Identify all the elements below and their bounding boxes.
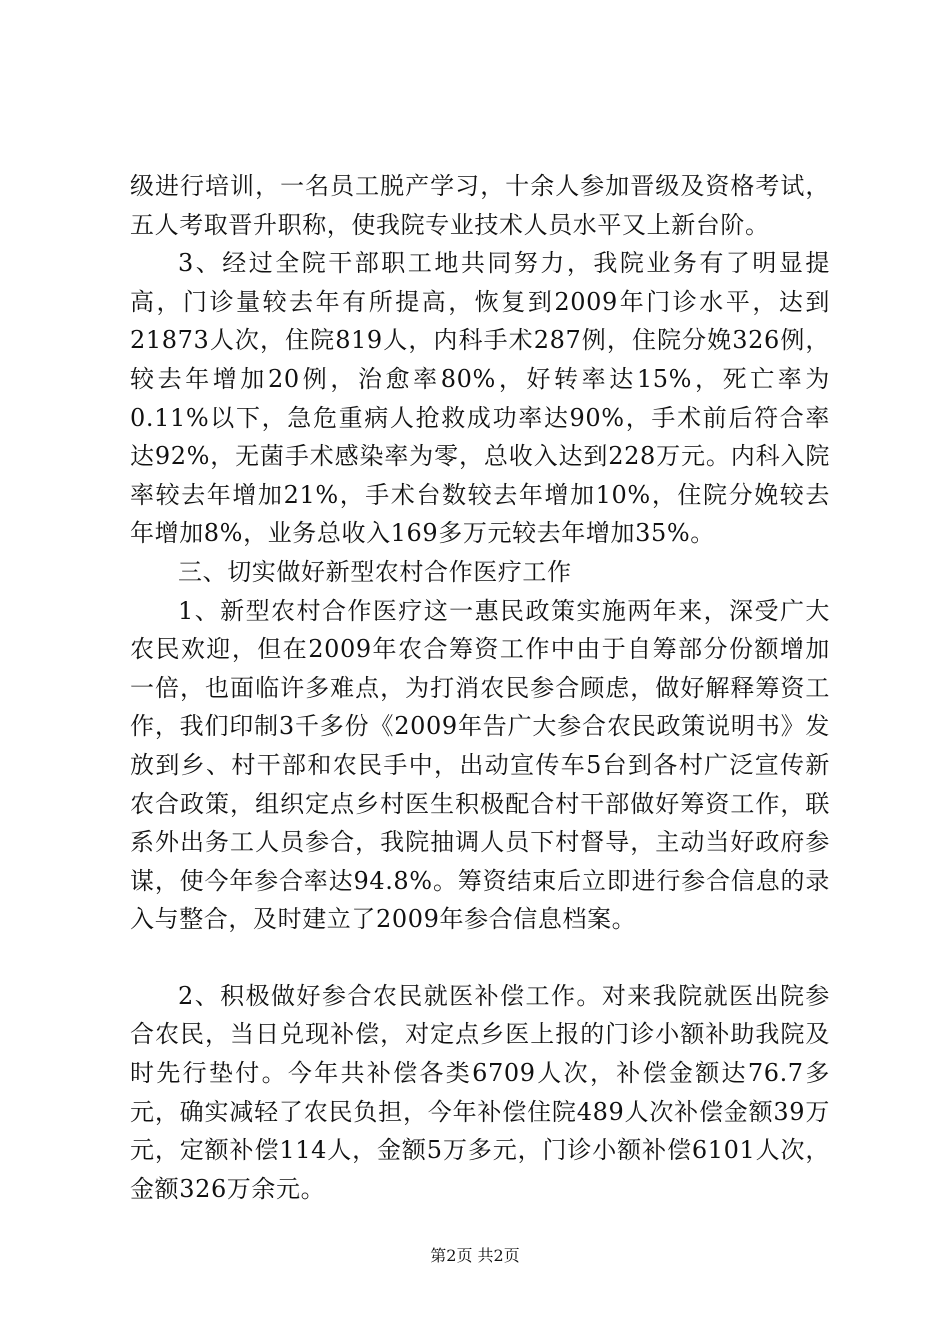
paragraph-training-continuation: 级进行培训，一名员工脱产学习，十余人参加晋级及资格考试，五人考取晋升职称，使我院专业技术人员水平又上新台阶。 — [130, 172, 830, 239]
paragraph-compensation-work: 2、积极做好参合农民就医补偿工作。对来我院就医出院参合农民，当日兑现补偿，对定点乡医上报的门诊小额补助我院及时先行垫付。今年共补偿各类6709人次，补偿金额达76.7多元，确实减轻了农民负担，今年补偿住院489人次补偿金额39万元，定额补偿114人，金额5万多元，门诊小额补偿6101人次，金额326万余元。 — [130, 981, 830, 1203]
document-body — [130, 167, 830, 1208]
page-number-footer: 第2页 共2页 — [430, 1246, 520, 1265]
section-heading-rural-cooperative-medical: 三、切实做好新型农村合作医疗工作 — [178, 557, 572, 586]
paragraph-business-statistics: 3、经过全院干部职工地共同努力，我院业务有了明显提高，门诊量较去年有所提高，恢复到2009年门诊水平，达到21873人次，住院819人，内科手术287例，住院分娩326例，较去年增加20例，治愈率80%，好转率达15%，死亡率为0.11%以下，急危重病人抢救成功率达90%，手术前后符合率达92%，无菌手术感染率为零，总收入达到228万元。内科入院率较去年增加21%，手术台数较去年增加10%，住院分娩较去年增加8%，业务总收入169多万元较去年增加35%。 — [130, 249, 830, 548]
paragraph-cooperative-funding: 1、新型农村合作医疗这一惠民政策实施两年来，深受广大农民欢迎，但在2009年农合筹资工作中由于自筹部分份额增加一倍，也面临许多难点，为打消农民参合顾虑，做好解释筹资工作，我们印制3千多份《2009年告广大参合农民政策说明书》发放到乡、村干部和农民手中，出动宣传车5台到各村广泛宣传新农合政策，组织定点乡村医生积极配合村干部做好筹资工作，联系外出务工人员参合，我院抽调人员下村督导，主动当好政府参谋，使今年参合率达94.8%。筹资结束后立即进行参合信息的录入与整合，及时建立了2009年参合信息档案。 — [130, 596, 830, 934]
